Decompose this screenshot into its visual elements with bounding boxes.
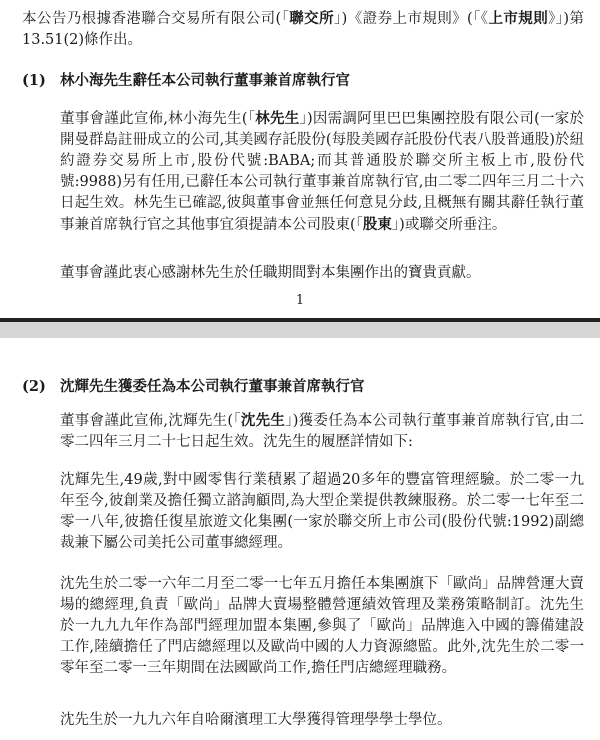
section-1-heading	[22, 70, 584, 91]
page-1	[0, 0, 600, 318]
appointment-paragraph: 董事會謹此宣佈,沈輝先生(「沈先生」)獲委任為本公司執行董事兼首席執行官,由二零二四年三月二十七日起生效。沈先生的履歷詳情如下:	[60, 412, 585, 450]
page-2	[0, 338, 600, 740]
section-1-number: (1)	[22, 72, 46, 89]
page-number: 1	[295, 293, 305, 308]
page-break	[0, 318, 600, 338]
section-1-title: 林小海先生辭任本公司執行董事兼首席執行官	[60, 72, 350, 89]
term-mr-lin: 林先生	[255, 110, 300, 127]
term-sehk: 聯交所	[289, 10, 335, 27]
gratitude-paragraph: 董事會謹此衷心感謝林先生於任職期間對本集團作出的寶貴貢獻。	[60, 265, 481, 281]
term-shareholders: 股東	[362, 216, 392, 233]
resignation-paragraph: 董事會謹此宣佈,林小海先生(「林先生」)因需調阿里巴巴集團控股有限公司(一家於開曼群島註冊成立的公司,其美國存託股份(每股美國存託股份代表八股普通股)於紐約證券交易所上市,股份代號:BABA;而其普通股於聯交所主板上市,股份代號:9988)另有任用,已辭任本公司執行董事兼首席執行官,由二零二四年三月二十六日起生效。林先生已確認,彼與董事會並無任何意見分歧,且概無有關其辭任執行董事兼首席執行官之其他事宜須提請本公司股東(「股東」)或聯交所垂注。	[60, 110, 585, 233]
section-2-heading	[22, 376, 584, 397]
section-2-number: (2)	[22, 378, 46, 395]
intro-paragraph: 本公告乃根據香港聯合交易所有限公司(「聯交所」)《證券上市規則》(「《上市規則》」)第13.51(2)條作出。	[22, 10, 585, 48]
section-2-title: 沈輝先生獲委任為本公司執行董事兼首席執行官	[60, 378, 365, 395]
education-paragraph: 沈先生於一九九六年自哈爾濱理工大學獲得管理學學士學位。	[60, 712, 452, 728]
term-listing-rules: 上市規則	[488, 10, 549, 27]
biography-paragraph-1: 沈輝先生,49歲,對中國零售行業積累了超過20多年的豐富管理經驗。於二零一九年至今,彼創業及擔任獨立諮詢顧問,為大型企業提供教練服務。於二零一七年至二零一八年,彼擔任復星旅遊文化集團(一家於聯交所上市公司(股份代號:1992)副總裁兼下屬公司美托公司董事總經理。	[60, 472, 584, 551]
term-mr-shen: 沈先生	[240, 412, 286, 429]
biography-paragraph-2: 沈先生於二零一六年二月至二零一七年五月擔任本集團旗下「歐尚」品牌營運大賣場的總經理,負責「歐尚」品牌大賣場整體營運績效管理及業務策略制訂。沈先生於一九九九年作為部門經理加盟本集團,參與了「歐尚」品牌進入中國的籌備建設工作,陸續擔任了門店總經理以及歐尚中國的人力資源總監。此外,沈先生於二零一零年至二零一三年期間在法國歐尚工作,擔任門店總經理職務。	[60, 576, 584, 676]
